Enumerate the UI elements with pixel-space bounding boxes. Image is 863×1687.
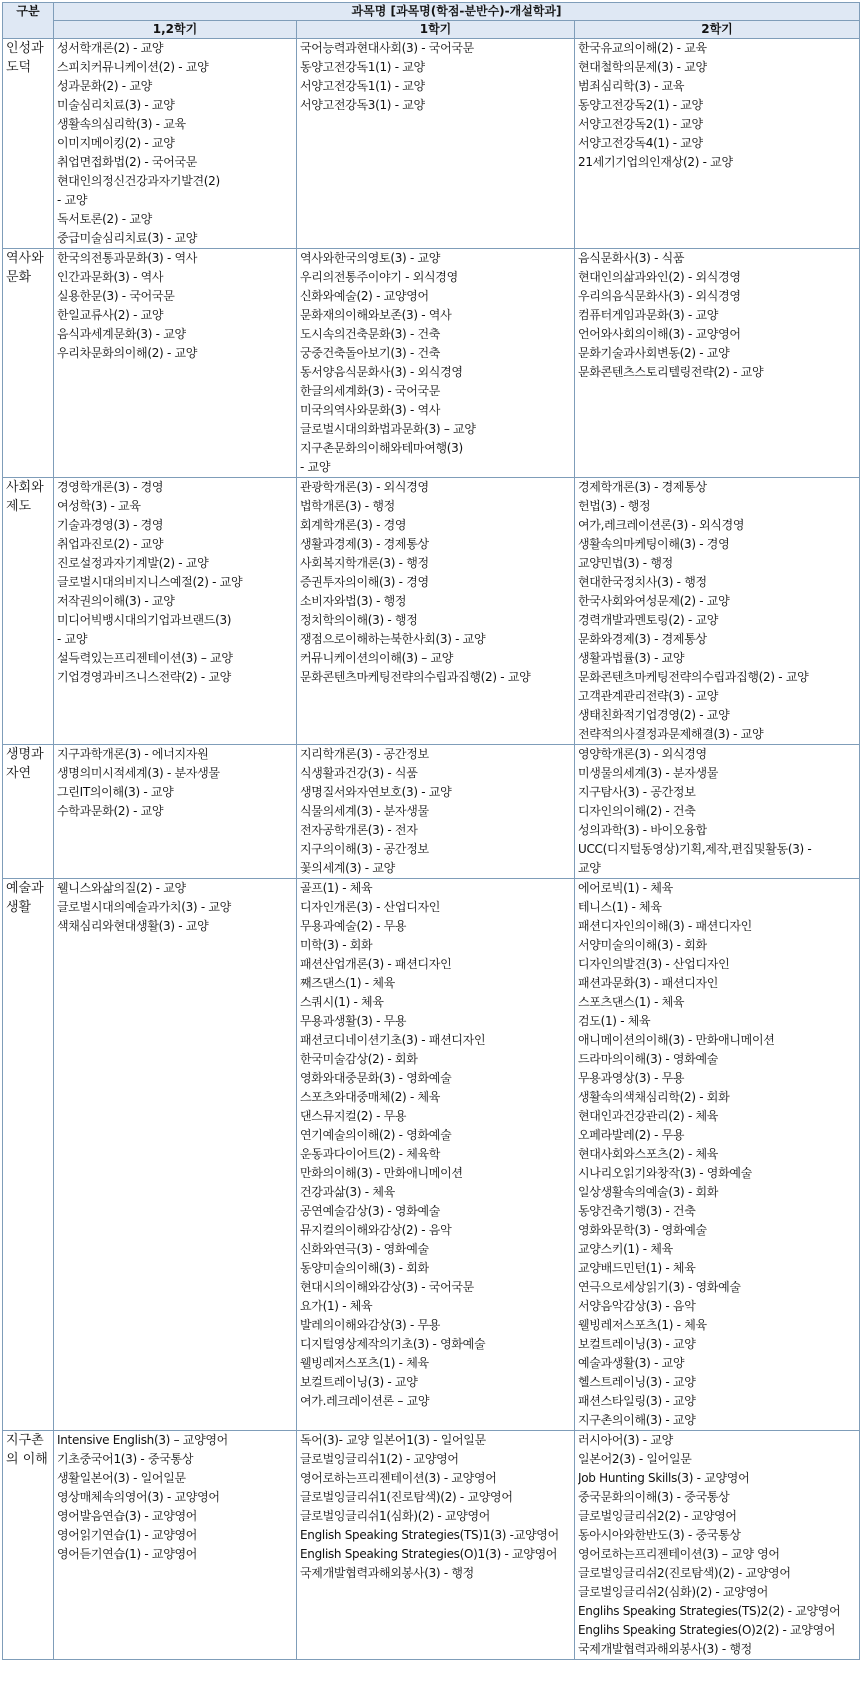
course-item: 생활속의마케팅이해(3) - 경영: [578, 537, 730, 551]
course-item: 여가.레크레이션론 – 교양: [300, 1394, 430, 1408]
course-item: 지구촌문화의이해와테마여행(3): [300, 441, 463, 455]
course-item: 도시속의건축문화(3) - 건축: [300, 327, 441, 341]
course-item: 동아시아와한반도(3) - 중국통상: [578, 1528, 741, 1542]
course-item: 컴퓨터게임과문화(3) - 교양: [578, 308, 719, 322]
course-item: 미생물의세계(3) - 분자생물: [578, 766, 719, 780]
course-item: 요가(1) - 체육: [300, 1299, 373, 1313]
course-item: 생명의미시적세계(3) - 분자생물: [57, 766, 220, 780]
course-item: 문화콘텐츠스토리텔링전략(2) - 교양: [578, 365, 764, 379]
course-item: Intensive English(3) – 교양영어: [57, 1433, 228, 1447]
course-item: 디지털영상제작의기초(3) - 영화예술: [300, 1337, 486, 1351]
course-item: 글로벌잉글리쉬1(심화)(2) - 교양영어: [300, 1509, 491, 1523]
category-cell: 사회와 제도: [3, 478, 54, 745]
course-list-cell: [297, 745, 575, 879]
course-item: 경영학개론(3) - 경영: [57, 480, 164, 494]
course-item: 생활일본어(3) - 일어일문: [57, 1471, 186, 1485]
course-item: 미디어빅뱅시대의기업과브랜드(3): [57, 613, 232, 627]
course-item: 글로벌잉글리쉬2(진로탐색)(2) - 교양영어: [578, 1566, 791, 1580]
course-table: [2, 2, 860, 1660]
course-item: 오페라발레(2) - 무용: [578, 1128, 685, 1142]
course-item: 현대시의이해와감상(3) - 국어국문: [300, 1280, 474, 1294]
course-item: 실용한문(3) - 국어국문: [57, 289, 175, 303]
course-item: 미술심리치료(3) - 교양: [57, 98, 175, 112]
course-item: 음식과세계문화(3) - 교양: [57, 327, 186, 341]
course-item: 미학(3) - 회화: [300, 938, 373, 952]
table-row: [3, 478, 860, 745]
course-item: 드라마의이해(3) - 영화예술: [578, 1052, 719, 1066]
course-item: 디자인의발견(3) - 산업디자인: [578, 957, 730, 971]
semester-both-header: 1,2학기: [54, 21, 297, 39]
course-item: 글로벌잉글리쉬1(진로탐색)(2) - 교양영어: [300, 1490, 513, 1504]
table-row: [3, 1431, 860, 1660]
course-item: 스쿼시(1) - 체육: [300, 995, 384, 1009]
course-item: 증권투자의이해(3) - 경영: [300, 575, 429, 589]
course-item: Job Hunting Skills(3) - 교양영어: [578, 1471, 750, 1485]
table-row: [3, 39, 860, 249]
course-item: 교양민법(3) - 행정: [578, 556, 673, 570]
course-item: 생명질서와자연보호(3) - 교양: [300, 785, 452, 799]
course-item: 중급미술심리치료(3) - 교양: [57, 231, 198, 245]
course-item: 법학개론(3) - 행정: [300, 499, 395, 513]
course-item: 문화재의이해와보존(3) - 역사: [300, 308, 452, 322]
course-item: 건강과삶(3) - 체육: [300, 1185, 395, 1199]
course-item: 식생활과건강(3) - 식품: [300, 766, 418, 780]
course-item: 고객관계관리전략(3) - 교양: [578, 689, 719, 703]
header-row-1: [3, 3, 860, 21]
course-item: 우리의전통주이야기 - 외식경영: [300, 270, 458, 284]
table-row: [3, 249, 860, 478]
course-item: 성서학개론(2) - 교양: [57, 41, 164, 55]
course-list-cell: [575, 745, 860, 879]
course-item: 댄스뮤지컬(2) - 무용: [300, 1109, 407, 1123]
course-item: 성의과학(3) - 바이오융합: [578, 823, 707, 837]
course-item: 서양고전강독4(1) - 교양: [578, 136, 703, 150]
course-item: 패션스타일링(3) - 교양: [578, 1394, 696, 1408]
table-row: [3, 879, 860, 1431]
course-list-cell: [575, 39, 860, 249]
course-item: 취업면접화법(2) - 국어국문: [57, 155, 198, 169]
course-item: 독어(3)- 교양 일본어1(3) - 일어일문: [300, 1433, 486, 1447]
course-item: 문화기술과사회변동(2) - 교양: [578, 346, 730, 360]
course-list-cell: [54, 249, 297, 478]
course-item: 스포츠댄스(1) - 체육: [578, 995, 685, 1009]
course-item: 문화콘텐츠마케팅전략의수립과집행(2) - 교양: [300, 670, 531, 684]
course-item: 국어능력과현대사회(3) - 국어국문: [300, 41, 474, 55]
course-item: 패션산업개론(3) - 패션디자인: [300, 957, 452, 971]
course-list-cell: [297, 39, 575, 249]
course-item: 현대인의삶과와인(2) - 외식경영: [578, 270, 741, 284]
course-item: 지구의이해(3) - 공간정보: [300, 842, 429, 856]
course-item: 지리학개론(3) - 공간정보: [300, 747, 429, 761]
semester-1-header: 1학기: [297, 21, 575, 39]
course-item: 관광학개론(3) - 외식경영: [300, 480, 429, 494]
course-item: 생활속의심리학(3) - 교육: [57, 117, 186, 131]
course-item: 웰빙레저스포츠(1) - 체육: [300, 1356, 429, 1370]
course-item: 궁중건축돌아보기(3) - 건축: [300, 346, 441, 360]
course-item: 동양고전강독2(1) - 교양: [578, 98, 703, 112]
course-item: 현대사회와스포츠(2) - 체육: [578, 1147, 719, 1161]
course-item: 동서양음식문화사(3) - 외식경영: [300, 365, 463, 379]
course-list-cell: [54, 39, 297, 249]
category-cell: 지구촌 의 이해: [3, 1431, 54, 1660]
course-item: 검도(1) - 체육: [578, 1014, 651, 1028]
course-item: 저작권의이해(3) - 교양: [57, 594, 175, 608]
category-cell: 역사와 문화: [3, 249, 54, 478]
course-item: 일본어2(3) - 일어일문: [578, 1452, 692, 1466]
course-item: - 교양: [57, 193, 88, 207]
course-item: 이미지메이킹(2) - 교양: [57, 136, 175, 150]
course-item: - 교양: [300, 460, 331, 474]
course-item: 헌법(3) - 행정: [578, 499, 651, 513]
course-item: 기술과경영(3) - 경영: [57, 518, 164, 532]
course-item: 지구과학개론(3) - 에너지자원: [57, 747, 209, 761]
course-list-cell: [297, 879, 575, 1431]
course-list-cell: [54, 745, 297, 879]
course-item: 웰빙레저스포츠(1) - 체육: [578, 1318, 707, 1332]
course-list-cell: [575, 249, 860, 478]
course-item: 꽃의세계(3) - 교양: [300, 861, 395, 875]
course-item: 여성학(3) - 교육: [57, 499, 141, 513]
course-item: 연기예술의이해(2) - 영화예술: [300, 1128, 452, 1142]
course-item: 우리차문화의이해(2) - 교양: [57, 346, 198, 360]
course-item: 우리의음식문화사(3) - 외식경영: [578, 289, 741, 303]
course-item: 국제개발협력과해외봉사(3) - 행정: [578, 1642, 752, 1656]
course-item: 범죄심리학(3) - 교육: [578, 79, 685, 93]
course-item: English Speaking Strategies(TS)1(3) -교양영어: [300, 1528, 559, 1542]
course-item: 한국사회와여성문제(2) - 교양: [578, 594, 730, 608]
course-item: 전략적의사결정과문제해결(3) - 교양: [578, 727, 764, 741]
course-item: 지구탐사(3) - 공간정보: [578, 785, 696, 799]
course-list-cell: [575, 879, 860, 1431]
course-item: 디자인개론(3) - 산업디자인: [300, 900, 441, 914]
course-item: 음식문화사(3) - 식품: [578, 251, 685, 265]
course-item: 경력개발과멘토링(2) - 교양: [578, 613, 719, 627]
course-item: 무용과생활(3) - 무용: [300, 1014, 407, 1028]
course-item: 글로벌시대의화법과문화(3) – 교양: [300, 422, 476, 436]
course-item: 뮤지컬의이해와감상(2) - 음악: [300, 1223, 452, 1237]
course-item: 언어와사회의이해(3) - 교양영어: [578, 327, 741, 341]
course-list-cell: [297, 1431, 575, 1660]
course-item: 한국의전통과문화(3) - 역사: [57, 251, 198, 265]
course-item: 서양고전강독1(1) - 교양: [300, 79, 425, 93]
course-item: 째즈댄스(1) - 체육: [300, 976, 395, 990]
course-item: 영화와대중문화(3) - 영화예술: [300, 1071, 452, 1085]
course-item: 글로벌잉글리쉬2(심화)(2) - 교양영어: [578, 1585, 769, 1599]
course-item: 서양고전강독3(1) - 교양: [300, 98, 425, 112]
course-item: 생활과법률(3) - 교양: [578, 651, 685, 665]
course-item: 동양고전강독1(1) - 교양: [300, 60, 425, 74]
course-item: 쟁점으로이해하는북한사회(3) - 교양: [300, 632, 486, 646]
course-item: 영어발음연습(3) - 교양영어: [57, 1509, 198, 1523]
course-table-body: [3, 39, 860, 1660]
course-item: 글로벌잉글리쉬1(2) - 교양영어: [300, 1452, 459, 1466]
course-item: 전자공학개론(3) - 전자: [300, 823, 418, 837]
course-list-cell: [575, 1431, 860, 1660]
course-item: Englihs Speaking Strategies(TS)2(2) - 교양영어: [578, 1604, 841, 1618]
course-item: 교양배드민턴(1) - 체육: [578, 1261, 696, 1275]
course-item: 현대한국정치사(3) - 행정: [578, 575, 707, 589]
course-item: 한글의세계화(3) - 국어국문: [300, 384, 441, 398]
category-cell: 생명과 자연: [3, 745, 54, 879]
course-item: 무용과예술(2) - 무용: [300, 919, 407, 933]
course-title-header: 과목명 [과목명(학점-분반수)-개설학과]: [54, 3, 860, 21]
course-item: 기업경영과비즈니스전략(2) - 교양: [57, 670, 231, 684]
course-item: 러시아어(3) - 교양: [578, 1433, 673, 1447]
header-row-2: [3, 21, 860, 39]
category-header: 구분: [3, 3, 54, 39]
course-item: 신화와예술(2) - 교양영어: [300, 289, 429, 303]
course-item: 기초중국어1(3) - 중국통상: [57, 1452, 194, 1466]
course-item: 공연예술감상(3) - 영화예술: [300, 1204, 441, 1218]
course-item: 여가,레크레이션론(3) - 외식경영: [578, 518, 745, 532]
course-item: 패션과문화(3) - 패션디자인: [578, 976, 719, 990]
course-list-cell: [54, 478, 297, 745]
course-item: 영어읽기연습(1) - 교양영어: [57, 1528, 198, 1542]
course-item: Englihs Speaking Strategies(O)2(2) - 교양영어: [578, 1623, 836, 1637]
course-list-cell: [54, 1431, 297, 1660]
course-item: 테니스(1) - 체육: [578, 900, 662, 914]
course-list-cell: [297, 249, 575, 478]
course-item: 에어로빅(1) - 체육: [578, 881, 673, 895]
course-item: 식물의세계(3) - 분자생물: [300, 804, 429, 818]
course-item: 발레의이해와감상(3) - 무용: [300, 1318, 441, 1332]
course-list-cell: [575, 478, 860, 745]
course-item: 지구촌의이해(3) - 교양: [578, 1413, 696, 1427]
course-item: 생활과경제(3) - 경제통상: [300, 537, 429, 551]
category-cell: 예술과 생활: [3, 879, 54, 1431]
course-item: 진로설정과자기계발(2) - 교양: [57, 556, 209, 570]
course-item: 글로벌시대의예술과가치(3) - 교양: [57, 900, 231, 914]
course-item: English Speaking Strategies(O)1(3) - 교양영어: [300, 1547, 558, 1561]
course-item: 패션디자인의이해(3) - 패션디자인: [578, 919, 752, 933]
course-item: 색채심리와현대생활(3) - 교양: [57, 919, 209, 933]
course-item: 연극으로세상읽기(3) - 영화예술: [578, 1280, 741, 1294]
course-item: 현대인의정신건강과자기발견(2): [57, 174, 220, 188]
course-item: 국제개발협력과해외봉사(3) - 행정: [300, 1566, 474, 1580]
course-item: 경제학개론(3) - 경제통상: [578, 480, 707, 494]
course-item: 글로벌잉글리쉬2(2) - 교양영어: [578, 1509, 737, 1523]
course-item: 영어로하는프리젠테이션(3) - 교양영어: [300, 1471, 497, 1485]
course-item: 패션코디네이션기초(3) - 패션디자인: [300, 1033, 486, 1047]
course-item: 생활속의색채심리학(2) - 회화: [578, 1090, 730, 1104]
course-item: 설득력있는프리젠테이션(3) – 교양: [57, 651, 233, 665]
course-item: 문화콘텐츠마케팅전략의수립과집행(2) - 교양: [578, 670, 809, 684]
course-item: 예술과생활(3) - 교양: [578, 1356, 685, 1370]
course-item: 운동과다이어트(2) - 체육학: [300, 1147, 441, 1161]
course-item: 사회복지학개론(3) - 행정: [300, 556, 429, 570]
course-item: 현대철학의문제(3) - 교양: [578, 60, 707, 74]
course-item: 시나리오읽기와창작(3) - 영화예술: [578, 1166, 752, 1180]
course-item: 골프(1) - 체육: [300, 881, 373, 895]
course-item: UCC(디지털동영상)기획,제작,편집및활동(3) -: [578, 842, 812, 856]
course-item: 영화와문학(3) - 영화예술: [578, 1223, 707, 1237]
course-item: 영상매체속의영어(3) - 교양영어: [57, 1490, 220, 1504]
course-item: 애니메이션의이해(3) - 만화애니메이션: [578, 1033, 775, 1047]
course-item: 영어로하는프리젠테이션(3) – 교양 영어: [578, 1547, 780, 1561]
course-item: 인간과문화(3) - 역사: [57, 270, 164, 284]
course-item: 서양미술의이해(3) - 회화: [578, 938, 707, 952]
course-item: 교양: [578, 861, 601, 875]
course-item: 스피치커뮤니케이션(2) - 교양: [57, 60, 209, 74]
course-item: 서양음악감상(3) - 음악: [578, 1299, 696, 1313]
course-item: 생태친화적기업경영(2) - 교양: [578, 708, 730, 722]
table-row: [3, 745, 860, 879]
course-item: 현대인과건강관리(2) - 체육: [578, 1109, 719, 1123]
course-item: 문화와경제(3) - 경제통상: [578, 632, 707, 646]
semester-2-header: 2학기: [575, 21, 860, 39]
course-item: 동양미술의이해(3) - 회화: [300, 1261, 429, 1275]
course-item: 만화의이해(3) - 만화애니메이션: [300, 1166, 463, 1180]
category-cell: 인성과 도덕: [3, 39, 54, 249]
course-item: 신화와연극(3) - 영화예술: [300, 1242, 429, 1256]
course-item: 동양건축기행(3) - 건축: [578, 1204, 696, 1218]
course-item: 스포츠와대중매체(2) - 체육: [300, 1090, 441, 1104]
course-item: 수학과문화(2) - 교양: [57, 804, 164, 818]
course-item: 웰니스와삶의질(2) - 교양: [57, 881, 186, 895]
course-item: 회계학개론(3) - 경영: [300, 518, 407, 532]
course-item: 보컬트레이닝(3) - 교양: [578, 1337, 696, 1351]
course-item: 커뮤니케이션의이해(3) – 교양: [300, 651, 454, 665]
course-item: 한국유교의이해(2) - 교육: [578, 41, 707, 55]
course-item: 글로벌시대의비지니스예절(2) - 교양: [57, 575, 243, 589]
course-item: 교양스키(1) - 체육: [578, 1242, 673, 1256]
course-item: 취업과진로(2) - 교양: [57, 537, 164, 551]
course-item: 한국미술감상(2) - 회화: [300, 1052, 418, 1066]
course-item: 역사와한국의영토(3) - 교양: [300, 251, 441, 265]
course-item: 헬스트레이닝(3) - 교양: [578, 1375, 696, 1389]
course-item: 미국의역사와문화(3) - 역사: [300, 403, 441, 417]
course-list-cell: [297, 478, 575, 745]
course-item: 보컬트레이닝(3) - 교양: [300, 1375, 418, 1389]
course-list-cell: [54, 879, 297, 1431]
course-item: 서양고전강독2(1) - 교양: [578, 117, 703, 131]
course-item: 영양학개론(3) - 외식경영: [578, 747, 707, 761]
course-item: 21세기기업의인재상(2) - 교양: [578, 155, 733, 169]
course-item: 일상생활속의예술(3) - 회화: [578, 1185, 719, 1199]
course-item: 정치학의이해(3) - 행정: [300, 613, 418, 627]
course-item: 그린IT의이해(3) - 교양: [57, 785, 174, 799]
course-item: 영어듣기연습(1) - 교양영어: [57, 1547, 198, 1561]
course-item: - 교양: [57, 632, 88, 646]
course-item: 디자인의이해(2) - 건축: [578, 804, 696, 818]
course-item: 중국문화의이해(3) - 중국통상: [578, 1490, 730, 1504]
course-item: 독서토론(2) - 교양: [57, 212, 152, 226]
course-item: 소비자와법(3) - 행정: [300, 594, 407, 608]
course-item: 한일교류사(2) - 교양: [57, 308, 164, 322]
course-item: 성과문화(2) - 교양: [57, 79, 152, 93]
course-item: 무용과영상(3) - 무용: [578, 1071, 685, 1085]
